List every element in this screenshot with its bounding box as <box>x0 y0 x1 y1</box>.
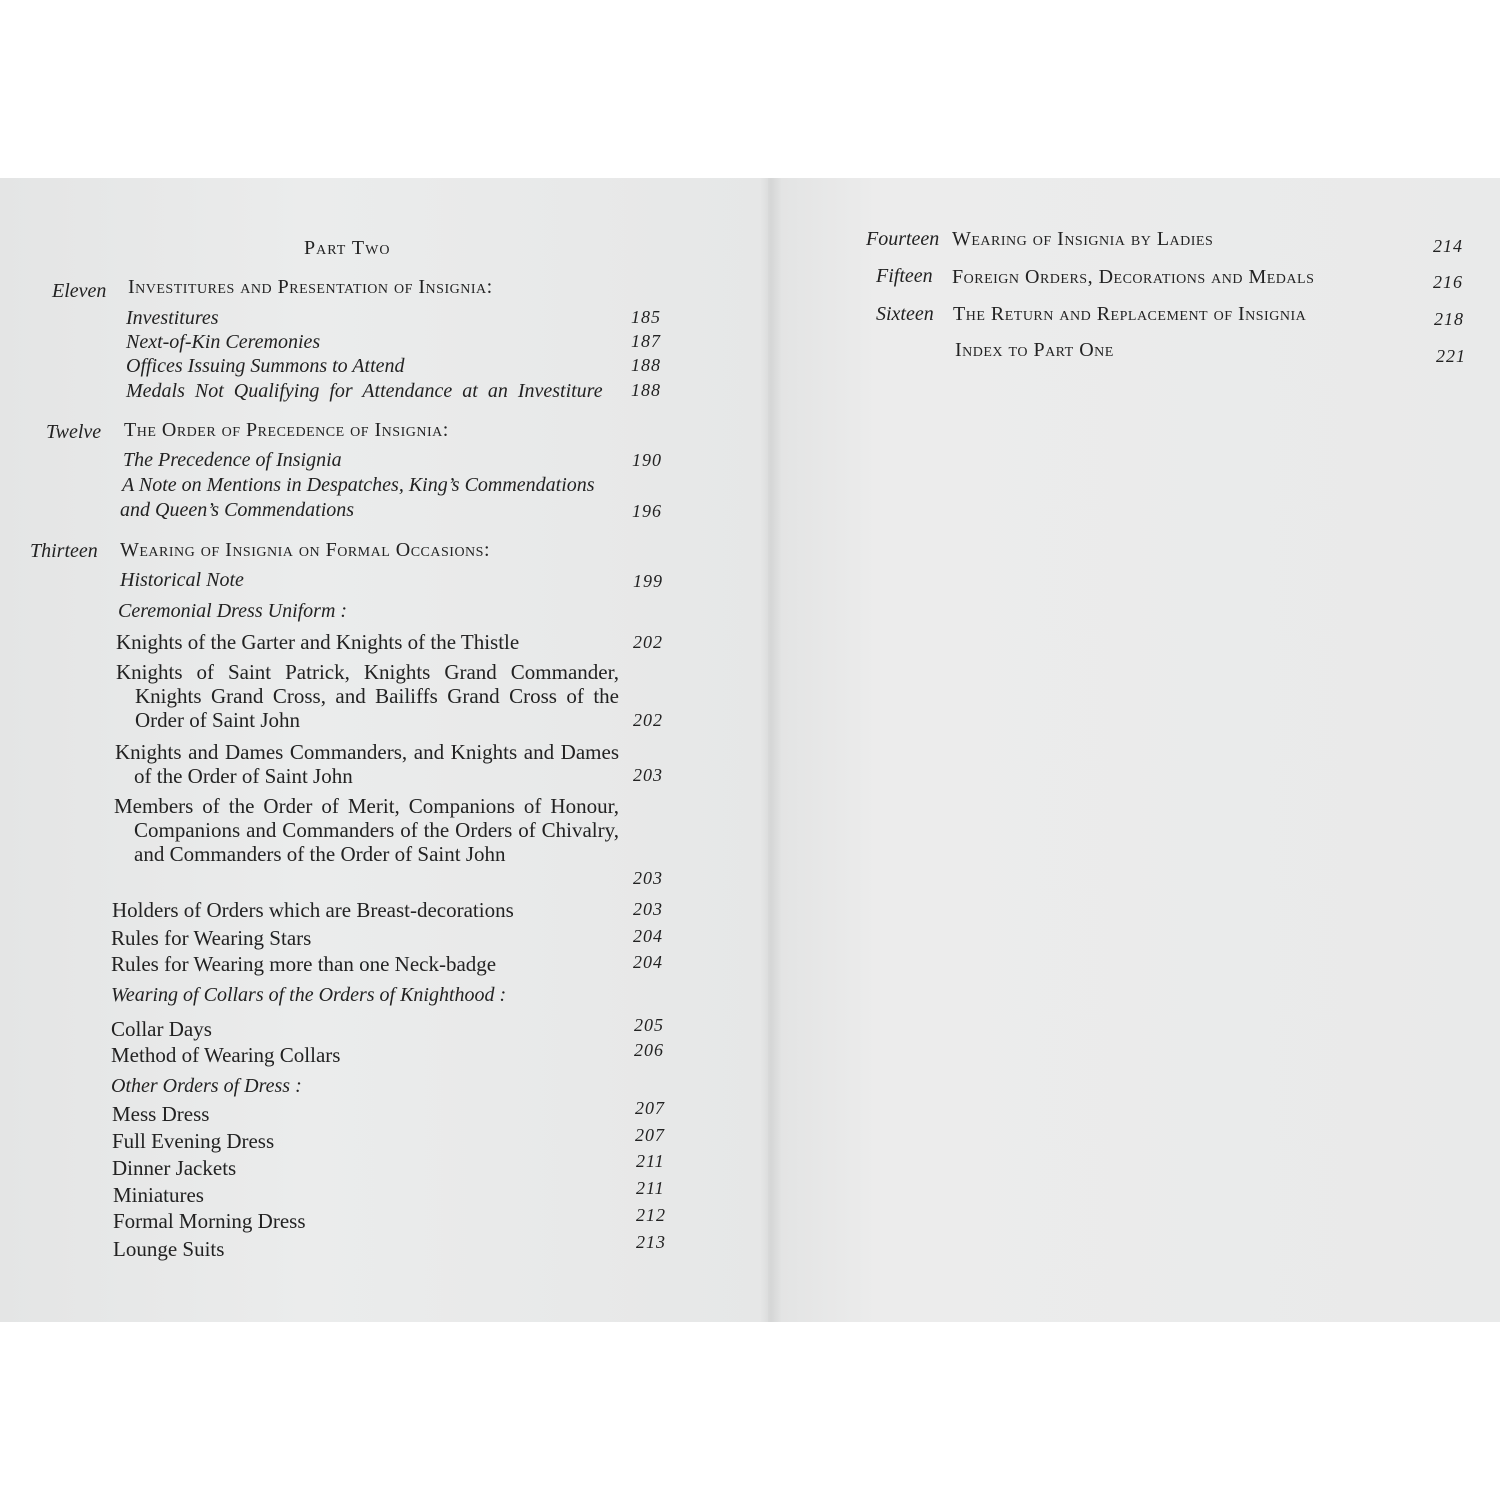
chapter-title-fifteen: Foreign Orders, Decorations and Medals <box>952 266 1315 288</box>
toc-entry-page: 221 <box>1436 346 1466 366</box>
toc-entry-text: Dinner Jackets <box>112 1156 237 1180</box>
toc-entry-page: 206 <box>634 1040 664 1060</box>
chapter-label-eleven: Eleven <box>52 280 107 302</box>
chapter-title-fourteen: Wearing of Insignia by Ladies <box>952 228 1214 250</box>
toc-entry-page: 211 <box>636 1151 665 1171</box>
toc-entry-page: 204 <box>633 926 663 946</box>
toc-entry-page: 216 <box>1433 272 1463 292</box>
toc-entry-page: 203 <box>633 899 663 919</box>
toc-entry-text: A Note on Mentions in Despatches, King’s Commendations <box>122 474 595 496</box>
chapter-title-eleven: Investitures and Presentation of Insignia: <box>128 276 493 298</box>
chapter-label-fifteen: Fifteen <box>876 265 933 287</box>
section-heading-collars: Wearing of Collars of the Orders of Knighthood : <box>111 984 507 1006</box>
toc-entry-text: Offices Issuing Summons to Attend <box>126 355 405 377</box>
toc-entry-text: Historical Note <box>120 569 244 591</box>
chapter-title-thirteen: Wearing of Insignia on Formal Occasions: <box>120 539 491 561</box>
toc-entry-text: Knights and Dames Commanders, and Knights and Dames of the Order of Saint John <box>115 740 619 788</box>
chapter-title-twelve: The Order of Precedence of Insignia: <box>124 419 449 441</box>
toc-entry-page: 214 <box>1433 236 1463 256</box>
toc-entry-text: Lounge Suits <box>113 1237 225 1261</box>
toc-entry-text-multiline <box>114 794 619 866</box>
toc-entry-page: 203 <box>633 765 663 785</box>
toc-entry-page: 205 <box>634 1015 664 1035</box>
toc-entry-text: Next-of-Kin Ceremonies <box>126 331 321 353</box>
section-heading-other-dress: Other Orders of Dress : <box>111 1075 302 1097</box>
toc-entry-page: 190 <box>632 450 662 470</box>
toc-entry-page: 203 <box>633 868 663 888</box>
part-heading: Part Two <box>304 237 391 259</box>
book-gutter <box>760 178 782 1322</box>
toc-entry-page: 213 <box>636 1232 666 1252</box>
section-heading-ceremonial: Ceremonial Dress Uniform : <box>118 600 348 622</box>
chapter-label-sixteen: Sixteen <box>876 303 934 325</box>
chapter-label-thirteen: Thirteen <box>30 540 98 562</box>
toc-entry-text: Medals Not Qualifying for Attendance at an Investiture <box>126 380 603 402</box>
toc-entry-text: Method of Wearing Collars <box>111 1043 341 1067</box>
toc-entry-text: Rules for Wearing more than one Neck-badge <box>111 952 497 976</box>
toc-entry-page: 187 <box>631 331 661 351</box>
toc-entry-page: 207 <box>635 1098 665 1118</box>
index-title: Index to Part One <box>955 339 1114 361</box>
toc-entry-text: Rules for Wearing Stars <box>111 926 312 950</box>
toc-entry-text: Members of the Order of Merit, Companions of Honour, Companions and Commanders of the Orders of Chivalry, and Commanders of the Order of Saint John <box>114 794 619 866</box>
toc-entry-page: 202 <box>633 632 663 652</box>
toc-entry-text-multiline <box>115 740 619 788</box>
toc-entry-text: and Queen’s Commendations <box>120 499 355 521</box>
toc-entry-page: 211 <box>636 1178 665 1198</box>
toc-entry-page: 202 <box>633 710 663 730</box>
toc-entry-page: 196 <box>632 501 662 521</box>
toc-entry-page: 185 <box>631 307 661 327</box>
toc-entry-page: 199 <box>633 571 663 591</box>
right-page <box>768 178 1500 1322</box>
toc-entry-text: Formal Morning Dress <box>113 1209 306 1233</box>
toc-entry-text: The Precedence of Insignia <box>123 449 342 471</box>
toc-entry-page: 204 <box>633 952 663 972</box>
toc-entry-text: Miniatures <box>113 1183 204 1207</box>
toc-entry-page: 207 <box>635 1125 665 1145</box>
toc-entry-text: Mess Dress <box>112 1102 210 1126</box>
toc-entry-text: Knights of Saint Patrick, Knights Grand Commander, Knights Grand Cross, and Bailiffs Grand Cross of the Order of Saint John <box>116 660 619 732</box>
toc-entry-text: Holders of Orders which are Breast-decorations <box>112 898 514 922</box>
toc-entry-text: Collar Days <box>111 1017 212 1041</box>
toc-entry-text: Knights of the Garter and Knights of the Thistle <box>116 630 520 654</box>
toc-entry-text: Investitures <box>126 307 219 329</box>
toc-entry-page: 218 <box>1434 309 1464 329</box>
toc-entry-page: 188 <box>631 380 661 400</box>
toc-entry-page: 212 <box>636 1205 666 1225</box>
chapter-label-fourteen: Fourteen <box>866 228 940 250</box>
toc-entry-text-multiline <box>116 660 619 732</box>
toc-entry-text: Full Evening Dress <box>112 1129 275 1153</box>
chapter-label-twelve: Twelve <box>46 421 102 443</box>
toc-entry-page: 188 <box>631 355 661 375</box>
chapter-title-sixteen: The Return and Replacement of Insignia <box>953 303 1307 325</box>
